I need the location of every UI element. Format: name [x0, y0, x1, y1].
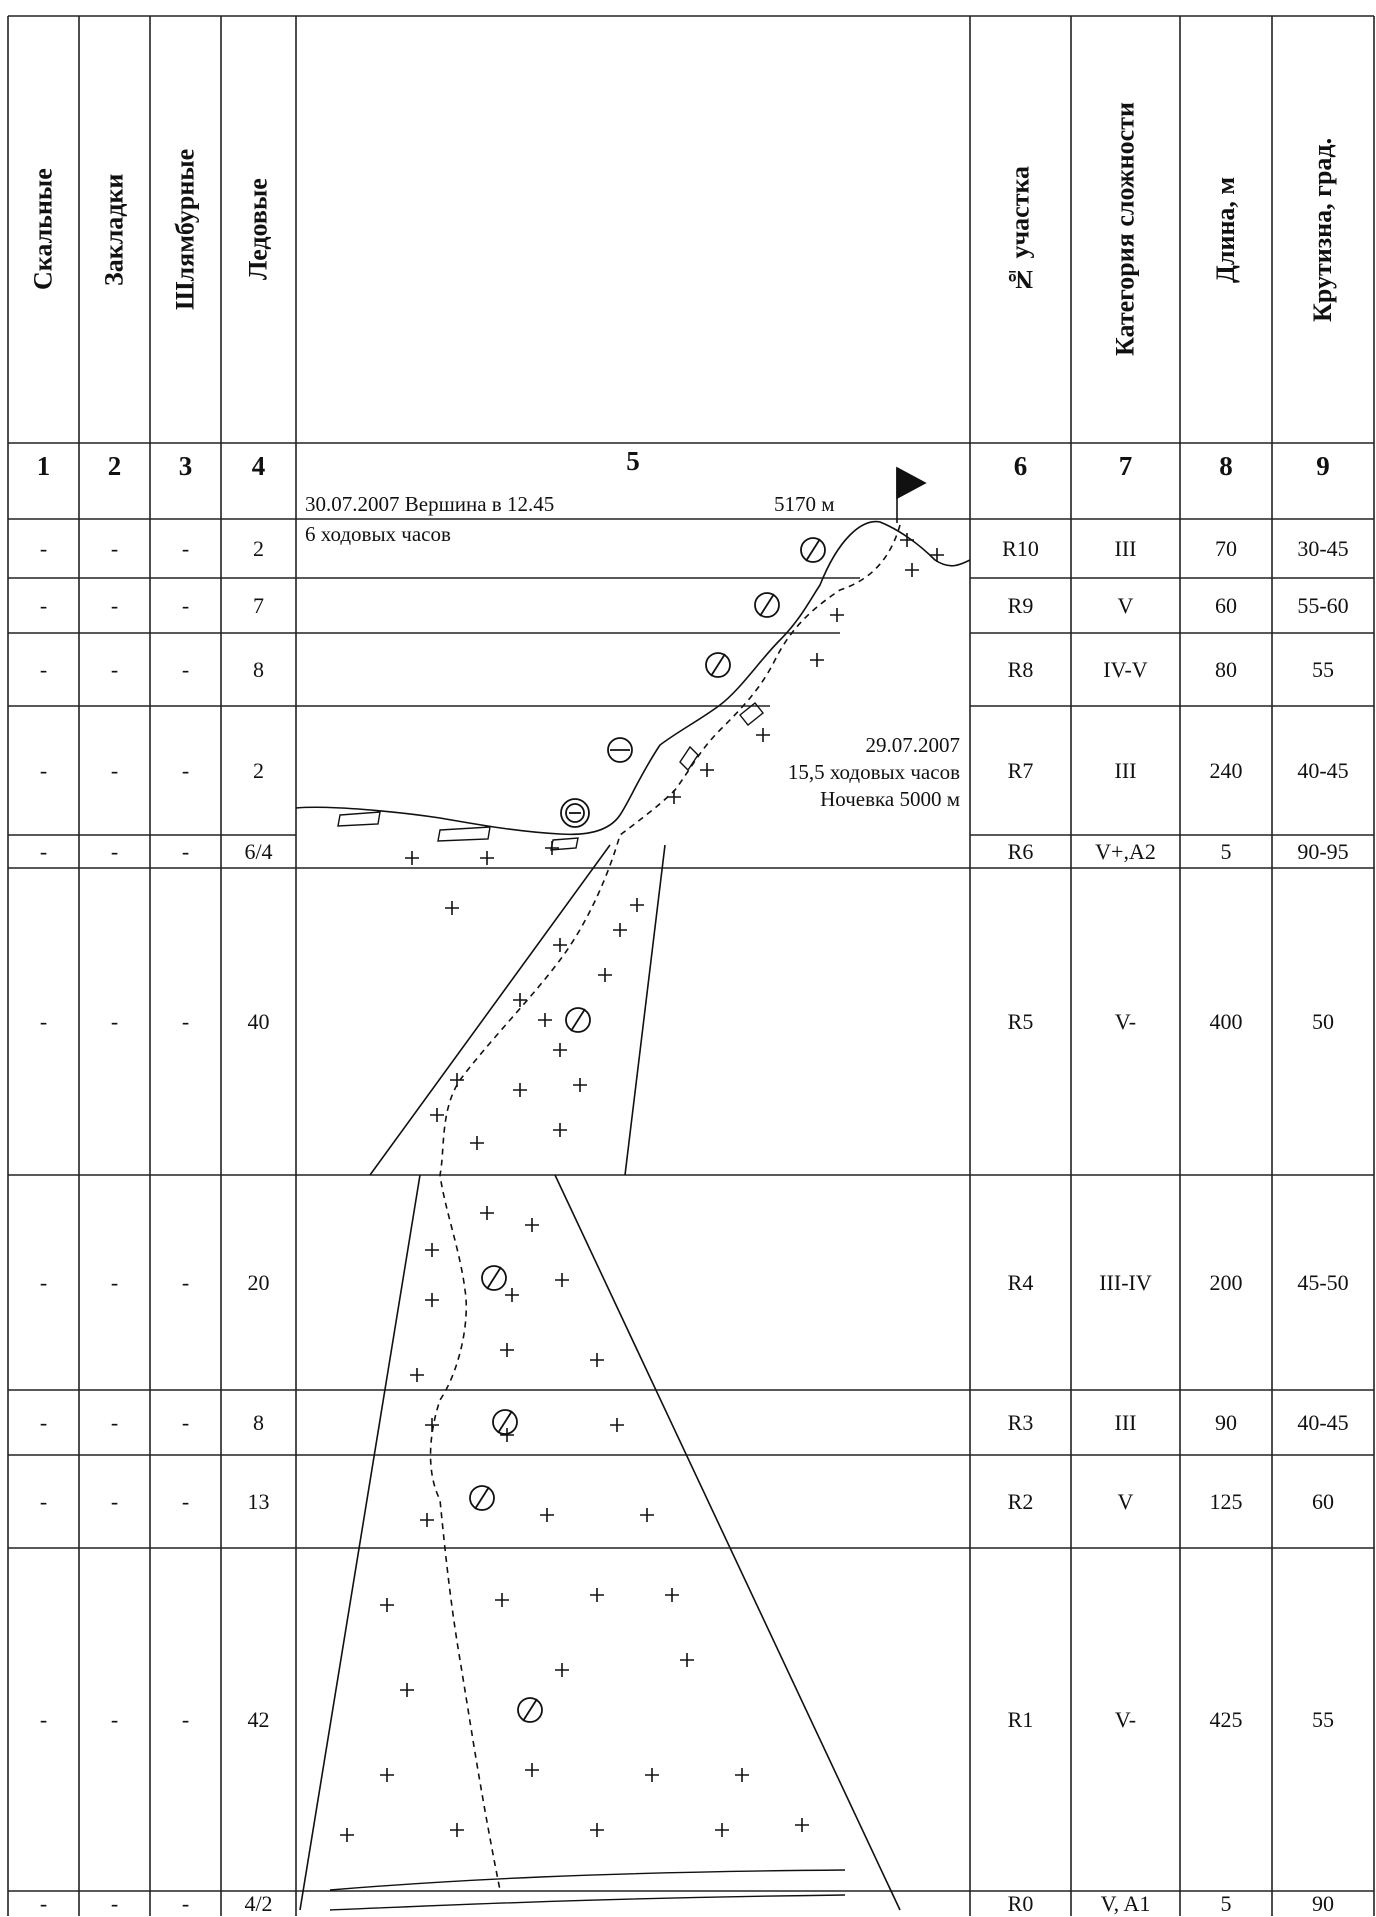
cell-category: III-IV	[1099, 1269, 1152, 1295]
cell-rock: -	[39, 757, 48, 783]
col-num-8: 8	[1219, 450, 1233, 481]
cell-chocks: -	[110, 1890, 119, 1916]
cell-bolts: -	[181, 1008, 190, 1034]
cell-ice: 42	[247, 1706, 270, 1732]
col-num-2: 2	[107, 450, 122, 481]
col-num-5: 5	[626, 445, 640, 476]
cell-length: 70	[1215, 535, 1237, 561]
cell-chocks: -	[110, 1488, 119, 1514]
col-header-chocks: Закладки	[99, 173, 129, 286]
cell-steepness: 55	[1312, 656, 1334, 682]
cell-ice: 20	[247, 1269, 270, 1295]
cell-category: III	[1114, 1409, 1137, 1435]
cell-steepness: 45-50	[1297, 1269, 1349, 1295]
cell-chocks: -	[110, 592, 119, 618]
cell-section: R4	[1007, 1269, 1034, 1295]
cell-rock: -	[39, 1008, 48, 1034]
cell-steepness: 55-60	[1297, 592, 1349, 618]
cell-rock: -	[39, 1488, 48, 1514]
cell-section: R7	[1007, 757, 1034, 783]
cell-ice: 6/4	[244, 838, 273, 864]
cell-steepness: 90-95	[1297, 838, 1349, 864]
cell-category: V-	[1114, 1706, 1137, 1732]
col-num-6: 6	[1013, 450, 1028, 481]
cell-bolts: -	[181, 1890, 190, 1916]
cell-length: 80	[1215, 656, 1237, 682]
summit-note: 30.07.2007 Вершина в 12.45	[305, 492, 555, 516]
cell-ice: 13	[247, 1488, 270, 1514]
cell-length: 240	[1209, 757, 1243, 783]
cell-bolts: -	[181, 1488, 190, 1514]
cell-category: III	[1114, 535, 1137, 561]
col-num-7: 7	[1118, 450, 1133, 481]
cell-category: V	[1117, 1488, 1134, 1514]
bivouac-note: Ночевка 5000 м	[820, 787, 960, 811]
cell-bolts: -	[181, 592, 190, 618]
cell-length: 5	[1220, 838, 1232, 864]
cell-rock: -	[39, 1269, 48, 1295]
day1-date: 29.07.2007	[865, 733, 960, 757]
cell-category: V+,A2	[1095, 838, 1156, 864]
cell-section: R9	[1007, 592, 1034, 618]
summit-altitude: 5170 м	[774, 492, 835, 516]
cell-length: 200	[1209, 1269, 1243, 1295]
cell-length: 425	[1209, 1706, 1243, 1732]
cell-length: 90	[1215, 1409, 1237, 1435]
cell-bolts: -	[181, 1706, 190, 1732]
cell-rock: -	[39, 1409, 48, 1435]
cell-category: IV-V	[1103, 656, 1148, 682]
cell-ice: 8	[253, 656, 264, 682]
col-header-category: Категория сложности	[1110, 102, 1140, 357]
cell-category: V, A1	[1100, 1890, 1151, 1916]
cell-rock: -	[39, 1706, 48, 1732]
cell-ice: 2	[253, 757, 264, 783]
day1-hours: 15,5 ходовых часов	[787, 760, 960, 784]
cell-steepness: 55	[1312, 1706, 1334, 1732]
cell-length: 125	[1209, 1488, 1243, 1514]
cell-length: 5	[1220, 1890, 1232, 1916]
cell-steepness: 60	[1312, 1488, 1334, 1514]
day2-hours: 6 ходовых часов	[305, 522, 451, 546]
cell-chocks: -	[110, 1706, 119, 1732]
cell-steepness: 30-45	[1297, 535, 1349, 561]
col-num-4: 4	[251, 450, 266, 481]
col-header-rock: Скальные	[28, 168, 58, 291]
col-header-length: Длина, м	[1211, 176, 1240, 283]
cell-category: V	[1117, 592, 1134, 618]
cell-rock: -	[39, 535, 48, 561]
cell-section: R1	[1007, 1706, 1034, 1732]
cell-steepness: 50	[1312, 1008, 1334, 1034]
cell-bolts: -	[181, 535, 190, 561]
cell-chocks: -	[110, 535, 119, 561]
cell-section: R10	[1002, 535, 1039, 561]
cell-bolts: -	[181, 757, 190, 783]
cell-steepness: 40-45	[1297, 757, 1349, 783]
cell-rock: -	[39, 656, 48, 682]
col-header-bolts: Шлямбурные	[170, 148, 200, 311]
cell-ice: 8	[253, 1409, 264, 1435]
col-num-9: 9	[1316, 450, 1330, 481]
cell-section: R2	[1007, 1488, 1034, 1514]
cell-length: 400	[1209, 1008, 1243, 1034]
cell-ice: 7	[253, 592, 264, 618]
cell-bolts: -	[181, 1409, 190, 1435]
cell-chocks: -	[110, 656, 119, 682]
cell-chocks: -	[110, 838, 119, 864]
cell-chocks: -	[110, 1269, 119, 1295]
cell-category: III	[1114, 757, 1137, 783]
cell-length: 60	[1215, 592, 1237, 618]
col-num-1: 1	[36, 450, 51, 481]
cell-chocks: -	[110, 1008, 119, 1034]
col-header-ice: Ледовые	[243, 178, 273, 281]
cell-rock: -	[39, 838, 48, 864]
cell-category: V-	[1114, 1008, 1137, 1034]
cell-ice: 2	[253, 535, 264, 561]
cell-ice: 4/2	[244, 1890, 273, 1916]
cell-bolts: -	[181, 1269, 190, 1295]
col-header-section: № участка	[1005, 165, 1035, 294]
col-num-3: 3	[178, 450, 193, 481]
cell-section: R8	[1007, 656, 1034, 682]
cell-section: R0	[1007, 1890, 1034, 1916]
cell-rock: -	[39, 1890, 48, 1916]
cell-bolts: -	[181, 656, 190, 682]
cell-steepness: 40-45	[1297, 1409, 1349, 1435]
cell-section: R3	[1007, 1409, 1034, 1435]
cell-chocks: -	[110, 757, 119, 783]
cell-chocks: -	[110, 1409, 119, 1435]
col-header-steepness: Крутизна, град.	[1308, 137, 1337, 322]
cell-section: R5	[1007, 1008, 1034, 1034]
cell-section: R6	[1007, 838, 1034, 864]
cell-steepness: 90	[1312, 1890, 1334, 1916]
cell-ice: 40	[247, 1008, 270, 1034]
cell-rock: -	[39, 592, 48, 618]
cell-bolts: -	[181, 838, 190, 864]
